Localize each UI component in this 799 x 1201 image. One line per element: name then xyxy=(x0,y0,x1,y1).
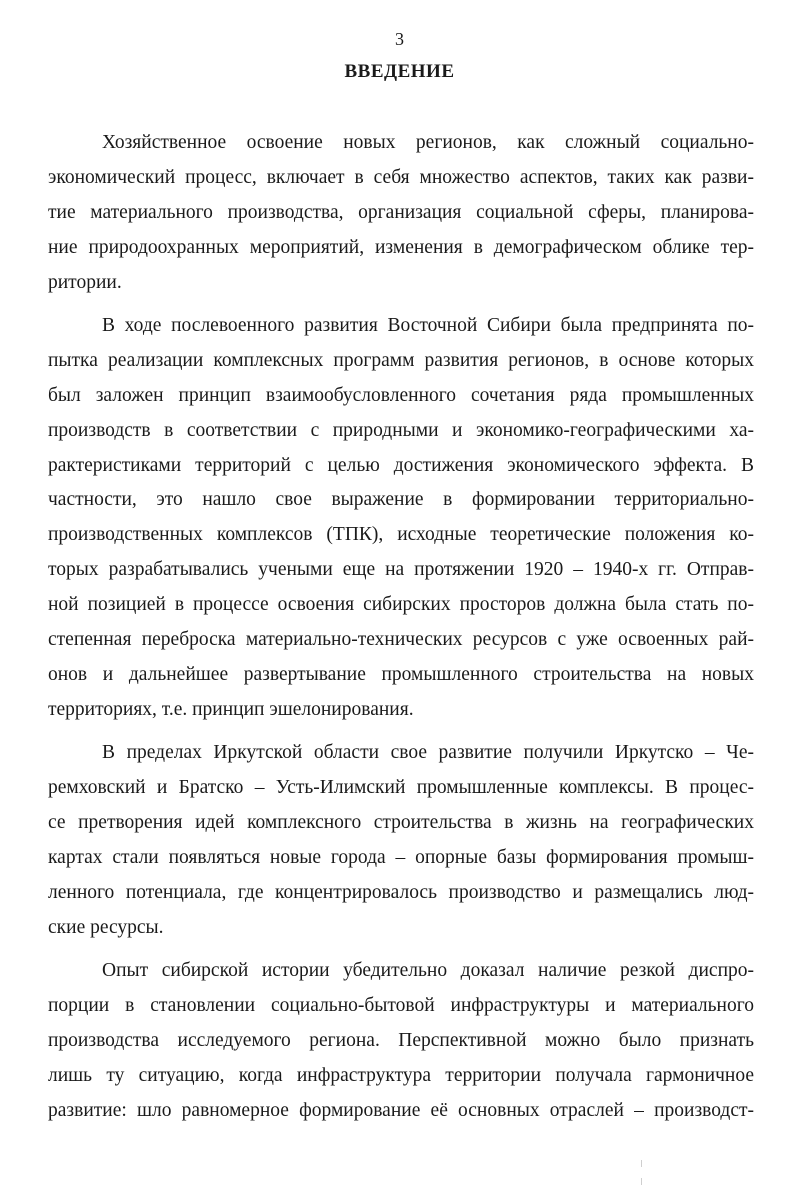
body-text xyxy=(48,126,754,1137)
text-line: порции в становлении социально-бытовой инфраструктуры и материального xyxy=(48,994,754,1016)
scan-mark xyxy=(641,1160,642,1167)
paragraph-4 xyxy=(48,954,754,1128)
text-line: ной позицией в процессе освоения сибирских просторов должна была стать по- xyxy=(48,594,754,616)
text-line: се претворения идей комплексного строительства в жизнь на географических xyxy=(48,811,754,833)
text-line: В ходе послевоенного развития Восточной Сибири была предпринята по- xyxy=(102,314,754,336)
text-line: развитие: шло равномерное формирование её основных отраслей – производст- xyxy=(48,1099,754,1121)
text-line: онов и дальнейшее развертывание промышленного строительства на новых xyxy=(48,663,754,685)
text-line: В пределах Иркутской области свое развитие получили Иркутско – Че- xyxy=(102,742,754,764)
text-line: производственных комплексов (ТПК), исходные теоретические положения ко- xyxy=(48,524,754,546)
text-line: пытка реализации комплексных программ развития регионов, в основе которых xyxy=(48,349,754,371)
text-line: тие материального производства, организация социальной сферы, планирова- xyxy=(48,201,754,223)
text-line: торых разрабатывались учеными еще на протяжении 1920 – 1940-х гг. Отправ- xyxy=(48,559,754,581)
text-line: был заложен принцип взаимообусловленного сочетания ряда промышленных xyxy=(48,384,754,406)
text-line: ритории. xyxy=(48,271,122,293)
text-line: лишь ту ситуацию, когда инфраструктура территории получала гармоничное xyxy=(48,1064,754,1086)
text-line: степенная переброска материально-технических ресурсов с уже освоенных рай- xyxy=(48,628,754,650)
page-number: 3 xyxy=(395,29,404,49)
text-line: экономический процесс, включает в себя множество аспектов, таких как разви- xyxy=(48,166,754,188)
page-title: ВВЕДЕНИЕ xyxy=(344,61,455,82)
text-line: Опыт сибирской истории убедительно доказал наличие резкой диспро- xyxy=(102,959,754,981)
text-line: ские ресурсы. xyxy=(48,916,164,938)
text-line: ремховский и Братско – Усть-Илимский промышленные комплексы. В процес- xyxy=(48,777,754,799)
text-line: картах стали появляться новые города – опорные базы формирования промыш- xyxy=(48,846,754,868)
text-line: ние природоохранных мероприятий, изменения в демографическом облике тер- xyxy=(48,236,754,258)
text-line: производства исследуемого региона. Перспективной можно было признать xyxy=(48,1029,754,1051)
paragraph-3 xyxy=(48,736,754,945)
text-line: ленного потенциала, где концентрировалось производство и размещались люд- xyxy=(48,881,754,903)
paragraph-2 xyxy=(48,309,754,728)
paragraph-1 xyxy=(48,126,754,300)
text-line: Хозяйственное освоение новых регионов, как сложный социально- xyxy=(102,132,754,153)
text-line: производств в соответствии с природными и экономико-географическими ха- xyxy=(48,419,754,441)
text-line: частности, это нашло свое выражение в формировании территориально- xyxy=(48,489,754,511)
text-line: территориях, т.е. принцип эшелонирования. xyxy=(48,698,414,720)
scan-mark xyxy=(641,1178,642,1185)
text-line: рактеристиками территорий с целью достижения экономического эффекта. В xyxy=(48,454,754,476)
